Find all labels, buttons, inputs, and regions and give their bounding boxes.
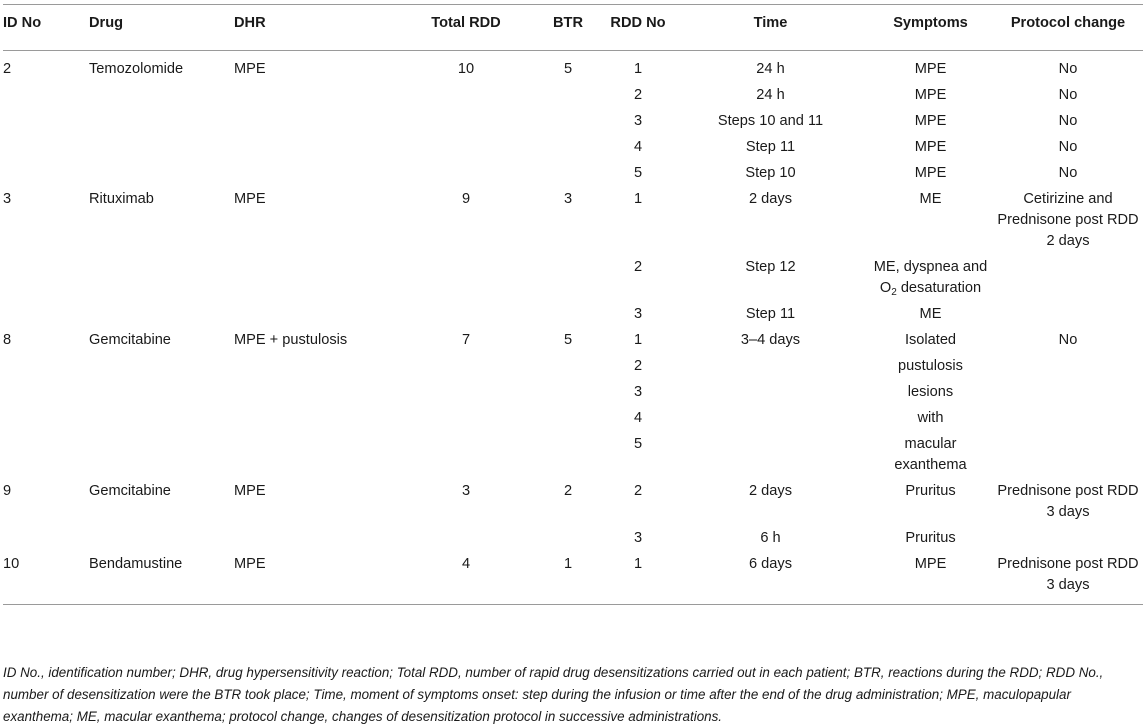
cell-id-no bbox=[3, 300, 89, 326]
table-row bbox=[3, 51, 1143, 82]
cell-time: 24 h bbox=[756, 87, 785, 103]
cell-dhr bbox=[234, 430, 399, 477]
cell-id-no bbox=[3, 352, 89, 378]
symptom-text: ME, dyspnea and O bbox=[873, 259, 988, 296]
cell-total-rdd bbox=[399, 430, 533, 477]
cell-total-rdd bbox=[399, 404, 533, 430]
cell-total-rdd bbox=[399, 107, 533, 133]
cell-total-rdd: 9 bbox=[461, 191, 471, 207]
cell-btr: 5 bbox=[563, 61, 573, 77]
cell-rdd-no: 5 bbox=[633, 165, 643, 181]
cell-protocol-change: No bbox=[1058, 61, 1078, 77]
cell-protocol-change bbox=[993, 430, 1143, 477]
cell-rdd-no: 2 bbox=[633, 259, 643, 275]
cell-time: 2 days bbox=[749, 191, 792, 207]
cell-rdd-no: 4 bbox=[633, 139, 643, 155]
cell-time: 6 h bbox=[760, 530, 781, 546]
cell-symptoms: Pruritus bbox=[905, 483, 956, 499]
cell-btr: 1 bbox=[533, 550, 603, 605]
cell-total-rdd: 10 bbox=[457, 61, 475, 77]
cell-rdd-no: 2 bbox=[633, 483, 643, 499]
cell-rdd-no: 3 bbox=[633, 306, 643, 322]
cell-id-no bbox=[3, 524, 89, 550]
cell-rdd-no: 1 bbox=[633, 332, 643, 348]
cell-rdd-no: 1 bbox=[633, 61, 643, 77]
cell-drug: Bendamustine bbox=[89, 550, 234, 605]
cell-id-no bbox=[3, 159, 89, 185]
table-row bbox=[3, 253, 1143, 300]
cell-drug bbox=[89, 159, 234, 185]
cell-drug: Gemcitabine bbox=[89, 483, 171, 499]
cell-total-rdd bbox=[399, 133, 533, 159]
cell-id-no: 10 bbox=[3, 550, 89, 605]
cell-total-rdd bbox=[399, 81, 533, 107]
cell-symptoms: MPE bbox=[914, 165, 947, 181]
cell-btr: 2 bbox=[563, 483, 573, 499]
cell-protocol-change bbox=[993, 253, 1143, 300]
header-btr: BTR bbox=[533, 5, 603, 51]
cell-protocol-change: Cetirizine and Prednisone post RDD 2 days bbox=[997, 191, 1139, 249]
cell-symptoms: MPE bbox=[914, 113, 947, 129]
cell-time bbox=[673, 378, 868, 404]
cell-drug bbox=[89, 300, 234, 326]
cell-protocol-change bbox=[993, 352, 1143, 378]
cell-drug bbox=[89, 378, 234, 404]
header-protocol-change: Protocol change bbox=[993, 5, 1143, 51]
header-row bbox=[3, 5, 1143, 51]
cell-rdd-no: 3 bbox=[633, 113, 643, 129]
desensitization-table bbox=[3, 4, 1143, 605]
cell-symptoms: with bbox=[917, 410, 944, 426]
table-row bbox=[3, 185, 1143, 253]
cell-protocol-change bbox=[993, 300, 1143, 326]
table-row bbox=[3, 378, 1143, 404]
subscript: 2 bbox=[891, 287, 897, 298]
cell-dhr: MPE bbox=[234, 483, 266, 499]
table-row bbox=[3, 326, 1143, 352]
cell-drug bbox=[89, 81, 234, 107]
cell-drug bbox=[89, 430, 234, 477]
cell-btr bbox=[533, 133, 603, 159]
cell-drug bbox=[89, 352, 234, 378]
cell-protocol-change bbox=[993, 378, 1143, 404]
cell-btr bbox=[533, 159, 603, 185]
cell-protocol-change: No bbox=[1058, 165, 1078, 181]
cell-protocol-change bbox=[993, 524, 1143, 550]
cell-total-rdd bbox=[399, 378, 533, 404]
cell-protocol-change: No bbox=[1058, 87, 1078, 103]
cell-total-rdd bbox=[399, 524, 533, 550]
cell-dhr: MPE bbox=[234, 550, 399, 605]
table-row bbox=[3, 404, 1143, 430]
cell-dhr bbox=[234, 300, 399, 326]
cell-time: 2 days bbox=[749, 483, 792, 499]
cell-rdd-no: 2 bbox=[633, 87, 643, 103]
cell-time: Step 10 bbox=[745, 165, 796, 181]
cell-dhr bbox=[234, 159, 399, 185]
cell-dhr: MPE bbox=[234, 191, 266, 207]
cell-symptoms: MPE bbox=[914, 61, 947, 77]
cell-dhr: MPE + pustulosis bbox=[234, 332, 348, 348]
table-row bbox=[3, 550, 1143, 605]
header-rdd-no: RDD No bbox=[603, 5, 673, 51]
cell-time: Step 11 bbox=[745, 139, 796, 155]
table-row bbox=[3, 133, 1143, 159]
cell-drug: Gemcitabine bbox=[89, 332, 171, 348]
cell-btr bbox=[533, 107, 603, 133]
cell-id-no bbox=[3, 81, 89, 107]
cell-time: Step 11 bbox=[745, 306, 796, 322]
cell-dhr bbox=[234, 253, 399, 300]
cell-protocol-change: No bbox=[1058, 332, 1078, 348]
cell-symptoms: macular exanthema bbox=[894, 436, 967, 473]
cell-id-no bbox=[3, 430, 89, 477]
cell-id-no: 9 bbox=[3, 483, 12, 499]
header-id-no: ID No bbox=[3, 5, 89, 51]
cell-time bbox=[673, 352, 868, 378]
cell-btr bbox=[533, 524, 603, 550]
cell-id-no bbox=[3, 404, 89, 430]
cell-btr bbox=[533, 300, 603, 326]
cell-id-no bbox=[3, 133, 89, 159]
cell-id-no: 3 bbox=[3, 191, 12, 207]
table-row bbox=[3, 477, 1143, 524]
cell-drug: Temozolomide bbox=[89, 61, 184, 77]
cell-protocol-change: Prednisone post RDD 3 days bbox=[997, 483, 1139, 520]
cell-total-rdd: 4 bbox=[399, 550, 533, 605]
cell-symptoms: MPE bbox=[868, 550, 993, 605]
cell-total-rdd bbox=[399, 352, 533, 378]
cell-rdd-no: 1 bbox=[603, 550, 673, 605]
cell-btr bbox=[533, 81, 603, 107]
cell-btr bbox=[533, 352, 603, 378]
cell-dhr bbox=[234, 81, 399, 107]
table-row bbox=[3, 300, 1143, 326]
cell-rdd-no: 2 bbox=[633, 358, 643, 374]
table-row bbox=[3, 107, 1143, 133]
table-row bbox=[3, 159, 1143, 185]
header-total-rdd: Total RDD bbox=[399, 5, 533, 51]
cell-btr: 5 bbox=[563, 332, 573, 348]
cell-time: 3–4 days bbox=[740, 332, 801, 348]
cell-drug bbox=[89, 253, 234, 300]
cell-protocol-change: No bbox=[1058, 139, 1078, 155]
cell-drug bbox=[89, 133, 234, 159]
cell-id-no bbox=[3, 107, 89, 133]
table-row bbox=[3, 430, 1143, 477]
cell-time: 24 h bbox=[756, 61, 785, 77]
cell-symptoms: pustulosis bbox=[898, 358, 963, 374]
cell-rdd-no: 5 bbox=[633, 436, 643, 452]
cell-rdd-no: 1 bbox=[633, 191, 643, 207]
header-time: Time bbox=[673, 5, 868, 51]
cell-drug bbox=[89, 404, 234, 430]
cell-btr bbox=[533, 253, 603, 300]
table-row bbox=[3, 352, 1143, 378]
cell-time bbox=[673, 404, 868, 430]
cell-symptoms: ME bbox=[919, 191, 942, 207]
cell-id-no: 2 bbox=[3, 61, 12, 77]
cell-total-rdd bbox=[399, 300, 533, 326]
header-symptoms: Symptoms bbox=[868, 5, 993, 51]
header-drug: Drug bbox=[89, 5, 234, 51]
cell-time: 6 days bbox=[673, 550, 868, 605]
table-row bbox=[3, 81, 1143, 107]
cell-btr bbox=[533, 378, 603, 404]
cell-drug bbox=[89, 107, 234, 133]
cell-dhr bbox=[234, 404, 399, 430]
cell-total-rdd: 3 bbox=[461, 483, 471, 499]
cell-protocol-change: No bbox=[1058, 113, 1078, 129]
cell-btr bbox=[533, 430, 603, 477]
cell-dhr bbox=[234, 352, 399, 378]
cell-total-rdd bbox=[399, 159, 533, 185]
cell-id-no bbox=[3, 253, 89, 300]
symptom-text-rest: desaturation bbox=[896, 280, 982, 296]
cell-time: Step 12 bbox=[745, 259, 796, 275]
cell-dhr: MPE bbox=[234, 61, 266, 77]
header-dhr: DHR bbox=[234, 5, 399, 51]
cell-protocol-change: Prednisone post RDD 3 days bbox=[993, 550, 1143, 605]
table-footnote: ID No., identification number; DHR, drug hypersensitivity reaction; Total RDD, number of rapid drug desensitizations carried out in each patient; BTR, reactions during the RDD; RDD No., number of desensitization were the BTR took place; Time, moment of symptoms onset: step during the infusion or time after the end of the drug administration; MPE, maculopapular exanthema; ME, macular exanthema; protocol change, changes of desensitization protocol in successive administrations. bbox=[3, 665, 1104, 724]
table-row bbox=[3, 524, 1143, 550]
cell-id-no: 8 bbox=[3, 332, 12, 348]
cell-dhr bbox=[234, 133, 399, 159]
cell-btr bbox=[533, 404, 603, 430]
cell-drug bbox=[89, 524, 234, 550]
cell-dhr bbox=[234, 524, 399, 550]
cell-id-no bbox=[3, 378, 89, 404]
cell-rdd-no: 3 bbox=[633, 384, 643, 400]
cell-rdd-no: 3 bbox=[633, 530, 643, 546]
cell-time: Steps 10 and 11 bbox=[717, 113, 824, 129]
cell-total-rdd: 7 bbox=[461, 332, 471, 348]
cell-symptoms: MPE bbox=[914, 87, 947, 103]
cell-symptoms: Isolated bbox=[904, 332, 957, 348]
cell-symptoms: lesions bbox=[907, 384, 954, 400]
cell-btr: 3 bbox=[563, 191, 573, 207]
cell-drug: Rituximab bbox=[89, 191, 154, 207]
cell-dhr bbox=[234, 107, 399, 133]
cell-symptoms: ME bbox=[919, 306, 942, 322]
cell-total-rdd bbox=[399, 253, 533, 300]
cell-time bbox=[673, 430, 868, 477]
cell-symptoms: Pruritus bbox=[905, 530, 956, 546]
cell-symptoms bbox=[868, 253, 993, 300]
cell-rdd-no: 4 bbox=[633, 410, 643, 426]
cell-symptoms: MPE bbox=[914, 139, 947, 155]
cell-dhr bbox=[234, 378, 399, 404]
cell-protocol-change bbox=[993, 404, 1143, 430]
